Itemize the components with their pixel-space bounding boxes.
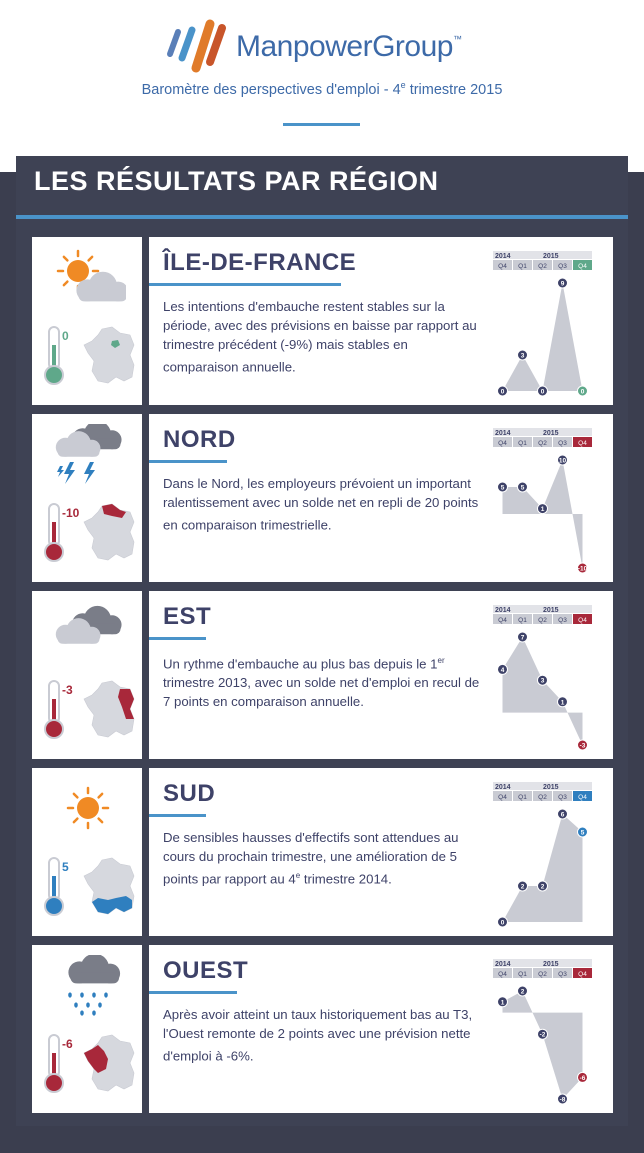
data-label: 0 (580, 388, 585, 396)
region-icon-card (32, 768, 142, 936)
region-name: SUD (163, 780, 216, 807)
data-label: 9 (560, 280, 565, 288)
trend-chart (493, 782, 603, 932)
quarter-label: Q3 (558, 440, 567, 447)
year-label: 2014 (495, 961, 511, 968)
region-name: NORD (163, 426, 236, 453)
region-card (149, 945, 613, 1113)
trend-area (503, 280, 583, 391)
data-label: -8 (559, 1096, 566, 1104)
region-icon-card (32, 237, 142, 405)
region-description: Après avoir atteint un taux historiquement bas au T3, l'Ouest remonte de 2 points avec une prévision nette d'emploi à -6%. (163, 1007, 473, 1064)
trend-chart (493, 251, 603, 401)
quarter-label: Q1 (518, 440, 527, 447)
region-underline (149, 637, 206, 640)
trend-area (500, 634, 583, 745)
rain-cloud-icon (50, 955, 126, 1017)
region-description: Les intentions d'embauche restent stables sur la période, avec des prévisions en baisse par rapport au trimestre précédent (-9%) mais stables en comparaison annuelle. (163, 299, 477, 375)
quarter-label: Q4 (498, 794, 507, 801)
cloudy-icon (50, 601, 126, 663)
quarter-label: Q3 (558, 263, 567, 270)
region-name: ÎLE-DE-FRANCE (163, 249, 357, 276)
data-label: 4 (500, 666, 505, 674)
region-icon-card (32, 945, 142, 1113)
temperature-value: 0 (62, 329, 69, 343)
region-card (149, 591, 613, 759)
quarter-label: Q3 (558, 794, 567, 801)
temperature-value: -3 (62, 683, 73, 697)
trend-area (503, 811, 583, 922)
quarter-label: Q4 (498, 617, 507, 624)
quarter-label: Q1 (518, 617, 527, 624)
year-label: 2014 (495, 253, 511, 260)
data-label: 5 (580, 829, 585, 837)
quarter-label: Q4 (578, 263, 587, 270)
quarter-label: Q4 (498, 440, 507, 447)
year-label: 2015 (543, 430, 559, 437)
region-card (149, 768, 613, 936)
data-label: 0 (500, 388, 505, 396)
data-label: 2 (520, 883, 525, 891)
data-label: 0 (500, 919, 505, 927)
temperature-value: -10 (62, 506, 80, 520)
trend-area (500, 988, 583, 1099)
region-card (149, 237, 613, 405)
chart-year-header (493, 959, 592, 968)
year-label: 2014 (495, 607, 511, 614)
region-card (149, 414, 613, 582)
quarter-label: Q4 (578, 794, 587, 801)
brand-name: ManpowerGroup™ (236, 30, 462, 63)
chart-year-header (493, 428, 592, 437)
quarter-label: Q4 (498, 263, 507, 270)
quarter-label: Q2 (538, 794, 547, 801)
data-label: -10 (577, 565, 588, 573)
region-icon-card (32, 414, 142, 582)
region-underline (149, 283, 341, 286)
quarter-label: Q2 (538, 617, 547, 624)
chart-year-header (493, 605, 592, 614)
trend-chart (493, 428, 603, 578)
year-label: 2015 (543, 253, 559, 260)
data-label: 3 (540, 677, 545, 685)
quarter-label: Q4 (578, 971, 587, 978)
panel-divider (16, 215, 628, 219)
trend-chart (493, 605, 603, 755)
region-underline (149, 991, 237, 994)
france-map-icon (82, 325, 138, 385)
data-label: -6 (579, 1074, 586, 1082)
divider (283, 123, 360, 126)
sun-icon (68, 788, 108, 828)
data-label: 7 (520, 634, 525, 642)
region-underline (149, 814, 206, 817)
brand-logo (160, 18, 490, 78)
temperature-value: -6 (62, 1037, 73, 1051)
data-label: 5 (520, 484, 525, 492)
region-description: Un rythme d'embauche au plus bas depuis le 1er trimestre 2013, avec un solde net d'emploi en recul de 7 points en comparaison annuelle. (163, 656, 480, 710)
quarter-label: Q1 (518, 794, 527, 801)
france-map-icon (82, 1033, 138, 1093)
quarter-label: Q2 (538, 971, 547, 978)
data-label: 0 (540, 388, 545, 396)
france-map-icon (82, 502, 138, 562)
year-label: 2014 (495, 430, 511, 437)
trend-chart (493, 959, 603, 1109)
quarter-label: Q4 (578, 617, 587, 624)
year-label: 2015 (543, 961, 559, 968)
quarter-label: Q3 (558, 617, 567, 624)
year-label: 2015 (543, 784, 559, 791)
page-subtitle: Baromètre des perspectives d'emploi - 4e trimestre 2015 (141, 80, 503, 98)
data-label: 1 (560, 699, 565, 707)
france-map-icon (82, 856, 138, 916)
quarter-label: Q4 (578, 440, 587, 447)
data-label: 3 (520, 352, 525, 360)
data-label: 1 (540, 506, 545, 514)
data-label: 10 (558, 457, 567, 465)
data-label: 5 (500, 484, 505, 492)
region-name: EST (163, 603, 212, 630)
data-label: 1 (500, 999, 505, 1007)
quarter-label: Q2 (538, 263, 547, 270)
region-underline (149, 460, 227, 463)
quarter-label: Q3 (558, 971, 567, 978)
region-description: Dans le Nord, les employeurs prévoient un important ralentissement avec un solde net en repli de 20 points en comparaison trimestrielle. (163, 476, 479, 533)
year-label: 2014 (495, 784, 511, 791)
region-name: OUEST (163, 957, 249, 984)
chart-year-header (493, 251, 592, 260)
data-label: -3 (579, 742, 586, 750)
quarter-label: Q1 (518, 263, 527, 270)
region-description: De sensibles hausses d'effectifs sont attendues au cours du prochain trimestre, une amélioration de 5 points par rapport au 4e trimestre 2014. (163, 830, 459, 887)
region-icon-card (32, 591, 142, 759)
france-map-icon (82, 679, 138, 739)
thunderstorm-icon (50, 424, 126, 486)
data-label: 2 (520, 988, 525, 996)
data-label: 2 (540, 883, 545, 891)
year-label: 2015 (543, 607, 559, 614)
quarter-label: Q2 (538, 440, 547, 447)
quarter-label: Q4 (498, 971, 507, 978)
quarter-label: Q1 (518, 971, 527, 978)
panel-title: LES RÉSULTATS PAR RÉGION (34, 166, 439, 196)
sun-behind-cloud-icon (50, 247, 126, 309)
data-label: -2 (539, 1031, 546, 1039)
brand-stripes-icon (160, 18, 230, 78)
sun-icon (50, 778, 126, 840)
header (0, 0, 644, 172)
chart-year-header (493, 782, 592, 791)
data-label: 6 (560, 811, 565, 819)
temperature-value: 5 (62, 860, 69, 874)
